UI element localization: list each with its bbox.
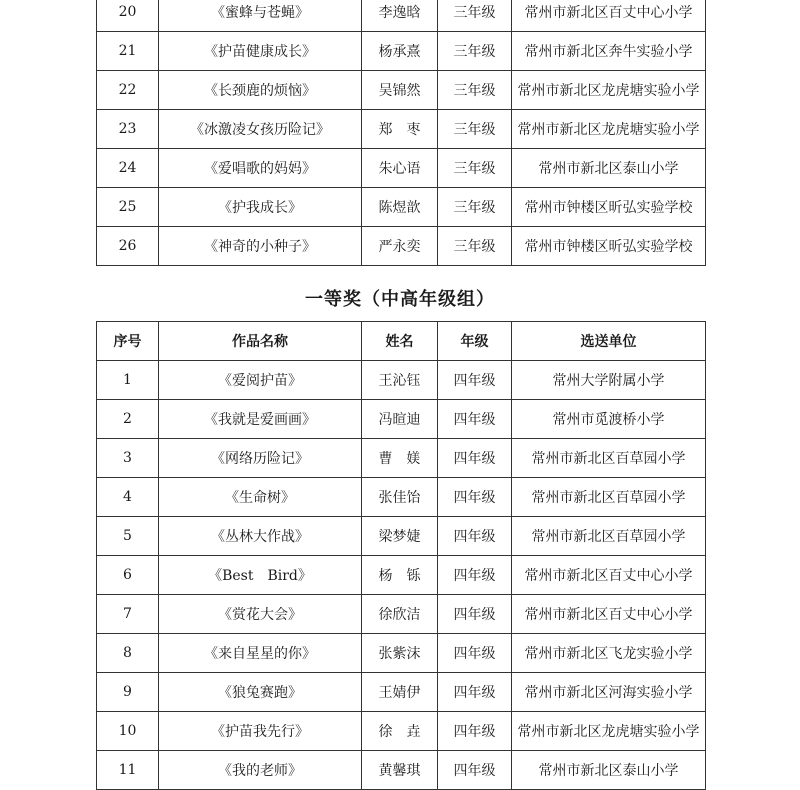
- table-row: [97, 673, 706, 712]
- cell-name: 王沁钰: [362, 361, 438, 400]
- cell-title: 《生命树》: [159, 478, 362, 517]
- cell-name: 杨 铄: [362, 556, 438, 595]
- cell-name: 严永奕: [362, 227, 438, 266]
- table-row: [97, 149, 706, 188]
- cell-grade: 三年级: [438, 110, 512, 149]
- cell-no: 20: [97, 0, 159, 32]
- cell-grade: 四年级: [438, 751, 512, 790]
- cell-name: 朱心语: [362, 149, 438, 188]
- cell-title: 《长颈鹿的烦恼》: [159, 71, 362, 110]
- cell-no: 1: [97, 361, 159, 400]
- cell-unit: 常州市觅渡桥小学: [512, 400, 706, 439]
- cell-unit: 常州市新北区百草园小学: [512, 439, 706, 478]
- cell-no: 3: [97, 439, 159, 478]
- header-no: 序号: [97, 322, 159, 361]
- award-table-upper-grades: [96, 321, 706, 790]
- header-unit: 选送单位: [512, 322, 706, 361]
- cell-grade: 三年级: [438, 32, 512, 71]
- cell-unit: 常州市新北区泰山小学: [512, 751, 706, 790]
- table-row: [97, 0, 706, 32]
- cell-grade: 三年级: [438, 0, 512, 32]
- cell-no: 7: [97, 595, 159, 634]
- cell-no: 21: [97, 32, 159, 71]
- cell-unit: 常州市新北区龙虎塘实验小学: [512, 712, 706, 751]
- cell-no: 4: [97, 478, 159, 517]
- table-row: [97, 517, 706, 556]
- cell-unit: 常州市新北区百丈中心小学: [512, 556, 706, 595]
- table-row: [97, 751, 706, 790]
- table-row: [97, 556, 706, 595]
- cell-grade: 四年级: [438, 361, 512, 400]
- cell-name: 曹 媄: [362, 439, 438, 478]
- cell-no: 24: [97, 149, 159, 188]
- cell-title: 《蜜蜂与苍蝇》: [159, 0, 362, 32]
- cell-name: 徐欣洁: [362, 595, 438, 634]
- table-row: [97, 110, 706, 149]
- cell-no: 10: [97, 712, 159, 751]
- cell-no: 2: [97, 400, 159, 439]
- cell-title: 《我的老师》: [159, 751, 362, 790]
- cell-name: 张佳饴: [362, 478, 438, 517]
- cell-no: 25: [97, 188, 159, 227]
- table-row: [97, 361, 706, 400]
- header-name: 姓名: [362, 322, 438, 361]
- cell-title: 《冰激凌女孩历险记》: [159, 110, 362, 149]
- header-title: 作品名称: [159, 322, 362, 361]
- cell-no: 11: [97, 751, 159, 790]
- cell-title: 《爱阅护苗》: [159, 361, 362, 400]
- cell-title: 《神奇的小种子》: [159, 227, 362, 266]
- table-row: [97, 227, 706, 266]
- cell-unit: 常州市新北区龙虎塘实验小学: [512, 71, 706, 110]
- cell-unit: 常州市新北区河海实验小学: [512, 673, 706, 712]
- cell-title: 《护我成长》: [159, 188, 362, 227]
- cell-name: 黄馨琪: [362, 751, 438, 790]
- cell-unit: 常州市新北区飞龙实验小学: [512, 634, 706, 673]
- cell-unit: 常州市新北区泰山小学: [512, 149, 706, 188]
- cell-name: 陈煜歆: [362, 188, 438, 227]
- cell-name: 杨承熹: [362, 32, 438, 71]
- cell-title: 《赏花大会》: [159, 595, 362, 634]
- cell-title: 《Best Bird》: [159, 556, 362, 595]
- cell-title: 《护苗我先行》: [159, 712, 362, 751]
- cell-grade: 四年级: [438, 556, 512, 595]
- cell-grade: 四年级: [438, 712, 512, 751]
- cell-name: 梁梦婕: [362, 517, 438, 556]
- cell-unit: 常州市新北区百丈中心小学: [512, 0, 706, 32]
- cell-title: 《来自星星的你》: [159, 634, 362, 673]
- cell-unit: 常州市新北区百丈中心小学: [512, 595, 706, 634]
- cell-title: 《爱唱歌的妈妈》: [159, 149, 362, 188]
- cell-grade: 四年级: [438, 439, 512, 478]
- cell-name: 王婧伊: [362, 673, 438, 712]
- table-row: [97, 478, 706, 517]
- table-row: [97, 595, 706, 634]
- cell-title: 《我就是爱画画》: [159, 400, 362, 439]
- cell-title: 《狼兔赛跑》: [159, 673, 362, 712]
- cell-grade: 四年级: [438, 595, 512, 634]
- cell-name: 郑 枣: [362, 110, 438, 149]
- cell-unit: 常州市钟楼区昕弘实验学校: [512, 227, 706, 266]
- cell-grade: 三年级: [438, 149, 512, 188]
- table-header-row: [97, 322, 706, 361]
- cell-unit: 常州市新北区奔牛实验小学: [512, 32, 706, 71]
- cell-no: 6: [97, 556, 159, 595]
- cell-unit: 常州市新北区龙虎塘实验小学: [512, 110, 706, 149]
- table-row: [97, 634, 706, 673]
- cell-grade: 四年级: [438, 517, 512, 556]
- award-table-lower-grades: [96, 0, 706, 266]
- cell-no: 22: [97, 71, 159, 110]
- cell-grade: 三年级: [438, 71, 512, 110]
- cell-no: 9: [97, 673, 159, 712]
- cell-grade: 四年级: [438, 400, 512, 439]
- cell-name: 冯暄迪: [362, 400, 438, 439]
- header-grade: 年级: [438, 322, 512, 361]
- cell-name: 张紫沫: [362, 634, 438, 673]
- cell-unit: 常州市新北区百草园小学: [512, 478, 706, 517]
- cell-grade: 三年级: [438, 227, 512, 266]
- table-row: [97, 32, 706, 71]
- cell-unit: 常州大学附属小学: [512, 361, 706, 400]
- cell-no: 8: [97, 634, 159, 673]
- cell-grade: 四年级: [438, 673, 512, 712]
- cell-name: 吴锦然: [362, 71, 438, 110]
- cell-grade: 三年级: [438, 188, 512, 227]
- table-row: [97, 712, 706, 751]
- table-row: [97, 400, 706, 439]
- cell-name: 徐 垚: [362, 712, 438, 751]
- section-title: 一等奖（中高年级组）: [305, 289, 495, 310]
- table-row: [97, 71, 706, 110]
- cell-grade: 四年级: [438, 634, 512, 673]
- cell-no: 26: [97, 227, 159, 266]
- cell-no: 23: [97, 110, 159, 149]
- table-row: [97, 439, 706, 478]
- cell-name: 李逸晗: [362, 0, 438, 32]
- cell-title: 《护苗健康成长》: [159, 32, 362, 71]
- cell-unit: 常州市钟楼区昕弘实验学校: [512, 188, 706, 227]
- cell-no: 5: [97, 517, 159, 556]
- cell-title: 《丛林大作战》: [159, 517, 362, 556]
- cell-grade: 四年级: [438, 478, 512, 517]
- cell-unit: 常州市新北区百草园小学: [512, 517, 706, 556]
- cell-title: 《网络历险记》: [159, 439, 362, 478]
- table-row: [97, 188, 706, 227]
